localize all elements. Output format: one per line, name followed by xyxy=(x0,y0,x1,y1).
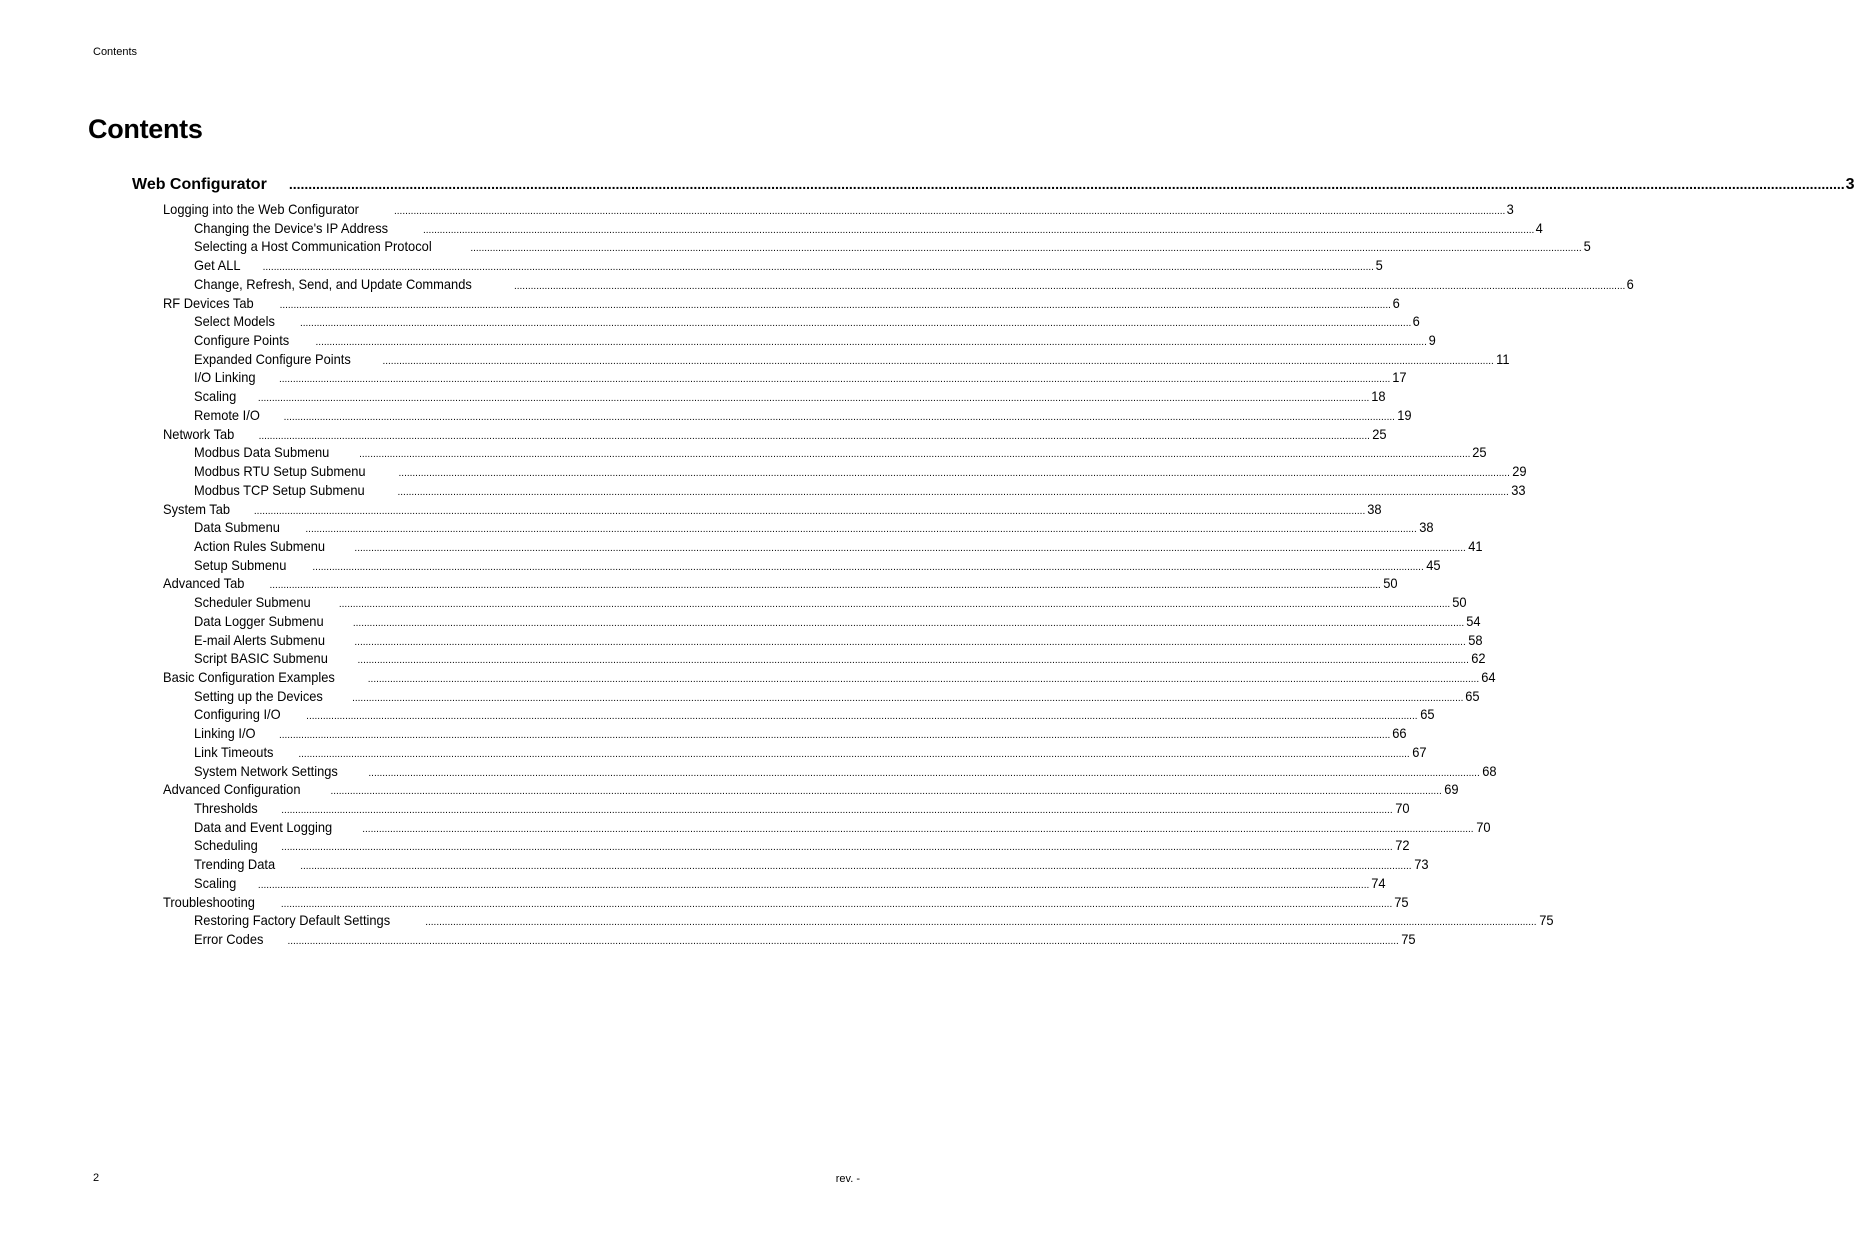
toc-entry[interactable] xyxy=(194,444,1487,461)
toc-dot-leader: ................................................................................................................................................................................................................................................................................................................................................................................................................ xyxy=(262,262,1374,274)
toc-dot-leader: ................................................................................................................................................................................................................................................................................................................................................................................................................ xyxy=(288,176,1845,192)
toc-entry[interactable] xyxy=(194,912,1554,929)
toc-dot-leader: ................................................................................................................................................................................................................................................................................................................................................................................................................ xyxy=(287,936,1399,948)
toc-entry-label: RF Devices Tab xyxy=(163,294,254,311)
toc-dot-leader: ................................................................................................................................................................................................................................................................................................................................................................................................................ xyxy=(397,486,1509,498)
toc-entry-label: Thresholds xyxy=(194,800,258,817)
toc-entry-label: Troubleshooting xyxy=(163,893,255,910)
toc-entry-page: 70 xyxy=(1394,800,1410,817)
toc-entry-page: 65 xyxy=(1465,687,1480,704)
toc-dot-leader: ................................................................................................................................................................................................................................................................................................................................................................................................................ xyxy=(305,524,1417,536)
toc-entry-page: 50 xyxy=(1452,594,1467,611)
toc-dot-leader: ................................................................................................................................................................................................................................................................................................................................................................................................................ xyxy=(253,505,1366,517)
toc-entry-page: 4 xyxy=(1535,219,1544,236)
toc-entry-page: 25 xyxy=(1372,425,1387,442)
toc-entry-label: Web Configurator xyxy=(132,176,267,193)
toc-entry[interactable] xyxy=(194,650,1486,667)
toc-entry[interactable] xyxy=(194,743,1427,760)
toc-dot-leader: ................................................................................................................................................................................................................................................................................................................................................................................................................ xyxy=(352,617,1465,629)
toc-entry-label: Expanded Configure Points xyxy=(194,350,351,367)
toc-entry-page: 75 xyxy=(1401,931,1416,948)
toc-entry-page: 45 xyxy=(1425,556,1441,573)
toc-entry-page: 73 xyxy=(1413,856,1429,873)
toc-entry-label: Modbus TCP Setup Submenu xyxy=(194,481,365,498)
toc-entry-label: Trending Data xyxy=(194,856,276,873)
toc-dot-leader: ................................................................................................................................................................................................................................................................................................................................................................................................................ xyxy=(354,542,1466,554)
toc-entry-label: Logging into the Web Configurator xyxy=(163,201,359,217)
toc-entry-page: 3 xyxy=(1506,201,1515,217)
toc-entry[interactable] xyxy=(194,874,1386,891)
toc-entry-label: Advanced Tab xyxy=(163,575,245,592)
toc-entry-label: Error Codes xyxy=(194,931,264,948)
toc-entry-page: 17 xyxy=(1392,369,1407,386)
toc-entry-label: Restoring Factory Default Settings xyxy=(194,912,391,929)
toc-entry-page: 67 xyxy=(1411,743,1427,760)
toc-dot-leader: ................................................................................................................................................................................................................................................................................................................................................................................................................ xyxy=(269,580,1381,592)
toc-entry[interactable] xyxy=(194,556,1441,573)
toc-entry-label: Link Timeouts xyxy=(194,743,274,760)
toc-entry[interactable] xyxy=(194,350,1510,367)
toc-entry[interactable] xyxy=(194,369,1407,386)
toc-entry-label: Configure Points xyxy=(194,332,290,349)
toc-entry[interactable] xyxy=(194,687,1480,704)
toc-entry[interactable] xyxy=(194,612,1481,629)
toc-entry[interactable] xyxy=(194,931,1416,948)
toc-entry[interactable] xyxy=(194,800,1410,817)
toc-entry-page: 62 xyxy=(1471,650,1486,667)
toc-dot-leader: ................................................................................................................................................................................................................................................................................................................................................................................................................ xyxy=(279,299,1391,311)
toc-entry-label: Change, Refresh, Send, and Update Commands xyxy=(194,275,472,292)
toc-dot-leader: ................................................................................................................................................................................................................................................................................................................................................................................................................ xyxy=(425,917,1537,929)
toc-entry-label: Advanced Configuration xyxy=(163,781,301,798)
toc-entry[interactable] xyxy=(163,294,1400,311)
toc-dot-leader: ................................................................................................................................................................................................................................................................................................................................................................................................................ xyxy=(354,636,1466,648)
toc-dot-leader: ................................................................................................................................................................................................................................................................................................................................................................................................................ xyxy=(281,805,1393,817)
toc-entry-label: System Network Settings xyxy=(194,762,338,779)
toc-dot-leader: ................................................................................................................................................................................................................................................................................................................................................................................................................ xyxy=(382,355,1494,367)
toc-entry[interactable] xyxy=(194,762,1497,779)
toc-entry-page: 50 xyxy=(1383,575,1398,592)
toc-entry-label: I/O Linking xyxy=(194,369,256,386)
toc-entry[interactable] xyxy=(163,425,1387,442)
toc-entry[interactable] xyxy=(194,406,1412,423)
toc-dot-leader: ................................................................................................................................................................................................................................................................................................................................................................................................................ xyxy=(315,337,1427,349)
toc-entry-label: Setup Submenu xyxy=(194,556,287,573)
page-title: Contents xyxy=(88,114,203,144)
toc-entry[interactable] xyxy=(194,519,1434,536)
toc-entry-page: 70 xyxy=(1475,818,1491,835)
toc-entry-page: 11 xyxy=(1495,350,1510,367)
toc-entry-label: Modbus RTU Setup Submenu xyxy=(194,463,366,480)
toc-dot-leader: ................................................................................................................................................................................................................................................................................................................................................................................................................ xyxy=(300,861,1412,873)
toc-dot-leader: ................................................................................................................................................................................................................................................................................................................................................................................................................ xyxy=(338,599,1451,611)
toc-dot-leader: ................................................................................................................................................................................................................................................................................................................................................................................................................ xyxy=(283,411,1395,423)
toc-entry-label: Scaling xyxy=(194,874,237,891)
toc-entry[interactable] xyxy=(163,575,1398,592)
toc-entry[interactable] xyxy=(194,388,1386,405)
toc-entry[interactable] xyxy=(194,275,1635,292)
toc-dot-leader: ................................................................................................................................................................................................................................................................................................................................................................................................................ xyxy=(299,318,1412,330)
page-number: 2 xyxy=(93,1172,100,1184)
toc-entry[interactable] xyxy=(194,537,1483,554)
toc-dot-leader: ................................................................................................................................................................................................................................................................................................................................................................................................................ xyxy=(312,561,1424,573)
toc-entry-page: 65 xyxy=(1419,706,1435,723)
toc-entry-label: Data Logger Submenu xyxy=(194,612,324,629)
toc-entry-page: 66 xyxy=(1392,725,1407,742)
toc-entry-page: 54 xyxy=(1466,612,1481,629)
toc-dot-leader: ................................................................................................................................................................................................................................................................................................................................................................................................................ xyxy=(368,767,1480,779)
toc-entry[interactable] xyxy=(163,201,1515,217)
toc-entry-page: 75 xyxy=(1394,893,1409,910)
toc-dot-leader: ................................................................................................................................................................................................................................................................................................................................................................................................................ xyxy=(357,655,1469,667)
toc-dot-leader: ................................................................................................................................................................................................................................................................................................................................................................................................................ xyxy=(398,468,1510,480)
toc-entry-label: Configuring I/O xyxy=(194,706,281,723)
toc-entry-label: Data and Event Logging xyxy=(194,818,333,835)
toc-entry-page: 38 xyxy=(1418,519,1434,536)
toc-entry-label: Selecting a Host Communication Protocol xyxy=(194,238,432,255)
toc-entry-label: Scheduler Submenu xyxy=(194,594,311,611)
toc-entry-page: 9 xyxy=(1428,332,1436,349)
toc-entry[interactable] xyxy=(163,500,1382,517)
toc-entry-label: E-mail Alerts Submenu xyxy=(194,631,326,648)
toc-entry-page: 75 xyxy=(1538,912,1554,929)
toc-dot-leader: ................................................................................................................................................................................................................................................................................................................................................................................................................ xyxy=(352,692,1464,704)
toc-entry-page: 38 xyxy=(1367,500,1382,517)
toc-dot-leader: ................................................................................................................................................................................................................................................................................................................................................................................................................ xyxy=(422,224,1535,236)
toc-entry[interactable] xyxy=(194,594,1467,611)
toc-entry-page: 5 xyxy=(1583,238,1591,255)
toc-dot-leader: ................................................................................................................................................................................................................................................................................................................................................................................................................ xyxy=(257,879,1370,891)
toc-dot-leader: ................................................................................................................................................................................................................................................................................................................................................................................................................ xyxy=(258,430,1370,442)
toc-dot-leader: ................................................................................................................................................................................................................................................................................................................................................................................................................ xyxy=(280,898,1393,910)
running-header: Contents xyxy=(93,46,138,58)
toc-entry-label: Basic Configuration Examples xyxy=(163,669,335,685)
toc-entry-label: System Tab xyxy=(163,500,231,517)
toc-dot-leader: ................................................................................................................................................................................................................................................................................................................................................................................................................ xyxy=(298,748,1410,760)
toc-dot-leader: ................................................................................................................................................................................................................................................................................................................................................................................................................ xyxy=(367,674,1480,685)
toc-entry[interactable] xyxy=(194,706,1435,723)
toc-entry-label: Changing the Device's IP Address xyxy=(194,219,389,236)
toc-entry-page: 33 xyxy=(1511,481,1526,498)
toc-entry[interactable] xyxy=(194,219,1544,236)
toc-entry-label: Linking I/O xyxy=(194,725,256,742)
toc-dot-leader: ................................................................................................................................................................................................................................................................................................................................................................................................................ xyxy=(306,711,1418,723)
toc-entry[interactable] xyxy=(163,781,1459,798)
toc-entry-label: Data Submenu xyxy=(194,519,280,536)
toc-dot-leader: ................................................................................................................................................................................................................................................................................................................................................................................................................ xyxy=(278,730,1391,742)
revision-label: rev. - xyxy=(835,1173,860,1185)
toc-entry-page: 41 xyxy=(1467,537,1483,554)
toc-entry-label: Setting up the Devices xyxy=(194,687,323,704)
toc-entry-page: 64 xyxy=(1481,669,1496,685)
toc-entry-page: 69 xyxy=(1444,781,1459,798)
toc-dot-leader: ................................................................................................................................................................................................................................................................................................................................................................................................................ xyxy=(278,374,1391,386)
toc-entry[interactable] xyxy=(194,837,1410,854)
toc-entry-page: 6 xyxy=(1392,294,1400,311)
toc-entry-label: Remote I/O xyxy=(194,406,260,423)
toc-entry[interactable] xyxy=(194,631,1483,648)
toc-entry-label: Network Tab xyxy=(163,425,235,442)
toc-entry-page: 29 xyxy=(1512,463,1527,480)
toc-entry-page: 5 xyxy=(1375,257,1383,274)
toc-dot-leader: ................................................................................................................................................................................................................................................................................................................................................................................................................ xyxy=(257,393,1370,405)
toc-dot-leader: ................................................................................................................................................................................................................................................................................................................................................................................................................ xyxy=(470,243,1582,255)
toc-entry[interactable] xyxy=(194,332,1436,349)
toc-entry[interactable] xyxy=(194,481,1526,498)
toc-entry[interactable] xyxy=(132,176,1855,194)
toc-entry[interactable] xyxy=(194,257,1383,274)
toc-entry-page: 72 xyxy=(1394,837,1410,854)
toc-entry-label: Modbus Data Submenu xyxy=(194,444,330,461)
toc-entry-page: 68 xyxy=(1481,762,1497,779)
toc-entry-label: Script BASIC Submenu xyxy=(194,650,328,667)
toc-entry[interactable] xyxy=(163,669,1496,685)
toc-entry-page: 6 xyxy=(1626,275,1635,292)
toc-entry[interactable] xyxy=(194,313,1421,330)
toc-entry[interactable] xyxy=(194,725,1407,742)
toc-entry[interactable] xyxy=(163,893,1409,910)
toc-entry[interactable] xyxy=(194,463,1527,480)
toc-dot-leader: ................................................................................................................................................................................................................................................................................................................................................................................................................ xyxy=(394,206,1506,217)
toc-entry-page: 19 xyxy=(1397,406,1412,423)
toc-entry-page: 6 xyxy=(1412,313,1421,330)
toc-entry-page: 18 xyxy=(1371,388,1386,405)
toc-entry[interactable] xyxy=(194,818,1491,835)
toc-dot-leader: ................................................................................................................................................................................................................................................................................................................................................................................................................ xyxy=(330,786,1442,798)
toc-entry-page: 74 xyxy=(1371,874,1386,891)
toc-entry-page: 58 xyxy=(1467,631,1483,648)
toc-entry[interactable] xyxy=(194,856,1429,873)
toc-entry-label: Get ALL xyxy=(194,257,241,274)
toc-entry-label: Scheduling xyxy=(194,837,258,854)
toc-dot-leader: ................................................................................................................................................................................................................................................................................................................................................................................................................ xyxy=(362,823,1474,835)
toc-entry-label: Scaling xyxy=(194,388,237,405)
toc-entry-label: Action Rules Submenu xyxy=(194,537,326,554)
toc-entry-page: 25 xyxy=(1472,444,1487,461)
toc-dot-leader: ................................................................................................................................................................................................................................................................................................................................................................................................................ xyxy=(359,449,1471,461)
toc-entry[interactable] xyxy=(194,238,1591,255)
toc-entry-page: 3 xyxy=(1845,176,1855,193)
toc-entry-label: Select Models xyxy=(194,313,275,330)
toc-dot-leader: ................................................................................................................................................................................................................................................................................................................................................................................................................ xyxy=(281,842,1393,854)
toc-dot-leader: ................................................................................................................................................................................................................................................................................................................................................................................................................ xyxy=(513,280,1626,292)
